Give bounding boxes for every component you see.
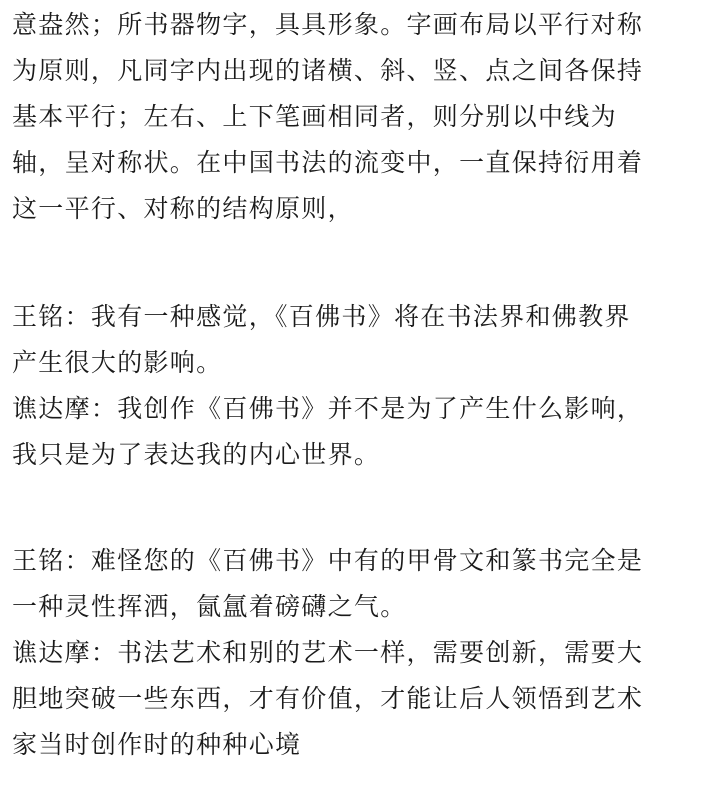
text-line: 家当时创作时的种种心境 bbox=[12, 730, 302, 759]
paragraph-dialogue-2 bbox=[12, 538, 710, 768]
text-line: 轴，呈对称状。在中国书法的流变中，一直保持衍用着 bbox=[12, 148, 644, 177]
text-line: 谯达摩：我创作《百佛书》并不是为了产生什么影响， bbox=[12, 394, 644, 423]
paragraph-dialogue-1 bbox=[12, 294, 710, 478]
paragraph-spacer bbox=[12, 478, 710, 538]
text-line: 一种灵性挥洒，氤氲着磅礴之气。 bbox=[12, 592, 407, 621]
text-line: 胆地突破一些东西，才有价值，才能让后人领悟到艺术 bbox=[12, 684, 644, 713]
text-line: 这一平行、对称的结构原则， bbox=[12, 194, 354, 223]
text-line: 王铭：我有一种感觉，《百佛书》将在书法界和佛教界 bbox=[12, 302, 631, 331]
text-line: 为原则，凡同字内出现的诸横、斜、竖、点之间各保持 bbox=[12, 56, 644, 85]
text-line: 意盎然；所书器物字，具具形象。字画布局以平行对称 bbox=[12, 10, 644, 39]
text-line: 王铭：难怪您的《百佛书》中有的甲骨文和篆书完全是 bbox=[12, 546, 644, 575]
text-line: 我只是为了表达我的内心世界。 bbox=[12, 440, 381, 469]
text-line: 产生很大的影响。 bbox=[12, 348, 223, 377]
text-line: 谯达摩：书法艺术和别的艺术一样，需要创新，需要大 bbox=[12, 638, 644, 667]
paragraph-spacer bbox=[12, 232, 710, 294]
text-line: 基本平行；左右、上下笔画相同者，则分别以中线为 bbox=[12, 102, 617, 131]
paragraph-structure bbox=[12, 2, 710, 232]
